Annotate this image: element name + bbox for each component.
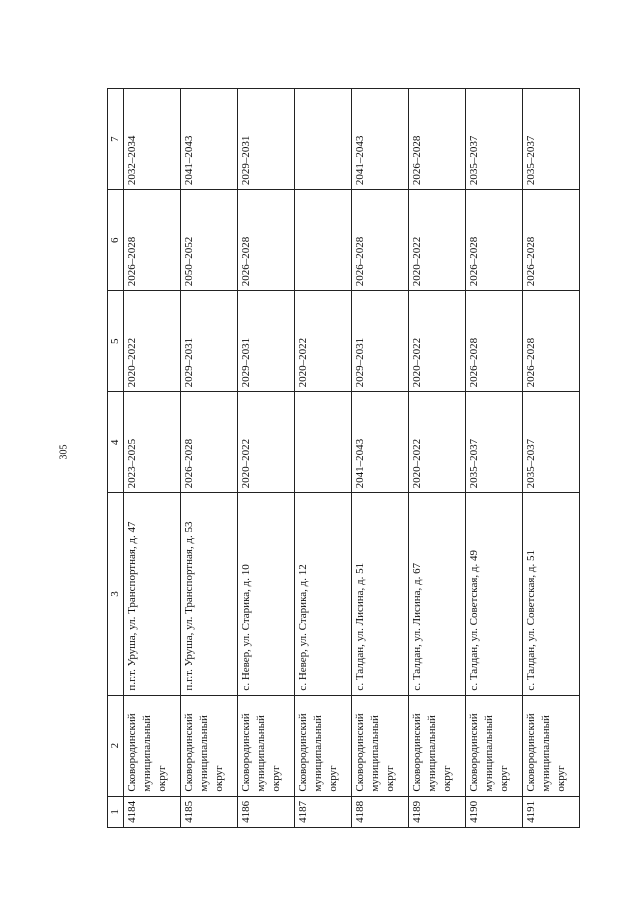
cell-id: 4184 [124, 796, 181, 827]
cell-address: п.г.т. Уруша, ул. Транспортная, д. 53 [181, 493, 238, 695]
cell-period-5: 2020–2022 [124, 291, 181, 392]
table-row [523, 89, 580, 828]
cell-period-6: 2026–2028 [124, 190, 181, 291]
cell-district: Сковородинский муниципальный округ [466, 695, 523, 796]
cell-id: 4186 [238, 796, 295, 827]
cell-period-6: 2026–2028 [466, 190, 523, 291]
cell-period-7: 2032–2034 [124, 89, 181, 190]
cell-period-7: 2029–2031 [238, 89, 295, 190]
cell-period-7: 2041–2043 [181, 89, 238, 190]
cell-period-5: 2029–2031 [181, 291, 238, 392]
cell-period-7: 2035–2037 [523, 89, 580, 190]
cell-district: Сковородинский муниципальный округ [295, 695, 352, 796]
col-header-2: 2 [108, 695, 124, 796]
cell-period-5: 2026–2028 [466, 291, 523, 392]
table-row [124, 89, 181, 828]
cell-address: с. Талдан, ул. Лисина, д. 67 [409, 493, 466, 695]
col-header-5: 5 [108, 291, 124, 392]
cell-period-4: 2041–2043 [352, 392, 409, 493]
table-row [409, 89, 466, 828]
cell-id: 4189 [409, 796, 466, 827]
cell-district: Сковородинский муниципальный округ [409, 695, 466, 796]
cell-period-7: 2026–2028 [409, 89, 466, 190]
rotated-table-container [107, 88, 582, 828]
page-number-text: 305 [58, 444, 70, 460]
cell-id: 4187 [295, 796, 352, 827]
cell-address: с. Невер, ул. Старика, д. 12 [295, 493, 352, 695]
cell-id: 4185 [181, 796, 238, 827]
cell-address: с. Талдан, ул. Лисина, д. 51 [352, 493, 409, 695]
data-table [107, 88, 580, 828]
cell-period-6: 2020–2022 [409, 190, 466, 291]
cell-period-5: 2020–2022 [295, 291, 352, 392]
cell-period-4: 2020–2022 [238, 392, 295, 493]
cell-district: Сковородинский муниципальный округ [352, 695, 409, 796]
cell-period-6 [295, 190, 352, 291]
cell-period-4: 2020–2022 [409, 392, 466, 493]
col-header-3: 3 [108, 493, 124, 695]
cell-period-6: 2050–2052 [181, 190, 238, 291]
table-row [352, 89, 409, 828]
table-row [181, 89, 238, 828]
cell-period-4: 2035–2037 [523, 392, 580, 493]
cell-period-6: 2026–2028 [238, 190, 295, 291]
cell-period-4 [295, 392, 352, 493]
cell-period-5: 2026–2028 [523, 291, 580, 392]
col-header-7: 7 [108, 89, 124, 190]
cell-id: 4190 [466, 796, 523, 827]
header-row [108, 89, 124, 828]
cell-period-4: 2026–2028 [181, 392, 238, 493]
cell-district: Сковородинский муниципальный округ [238, 695, 295, 796]
cell-district: Сковородинский муниципальный округ [181, 695, 238, 796]
table-row [466, 89, 523, 828]
cell-address: с. Талдан, ул. Советская, д. 49 [466, 493, 523, 695]
cell-period-4: 2023–2025 [124, 392, 181, 493]
cell-period-7 [295, 89, 352, 190]
table-rotator [107, 88, 582, 828]
cell-district: Сковородинский муниципальный округ [523, 695, 580, 796]
col-header-1: 1 [108, 796, 124, 827]
cell-period-4: 2035–2037 [466, 392, 523, 493]
cell-period-6: 2026–2028 [352, 190, 409, 291]
cell-address: п.г.т. Уруша, ул. Транспортная, д. 47 [124, 493, 181, 695]
cell-period-5: 2020–2022 [409, 291, 466, 392]
cell-id: 4191 [523, 796, 580, 827]
cell-id: 4188 [352, 796, 409, 827]
col-header-4: 4 [108, 392, 124, 493]
cell-period-5: 2029–2031 [238, 291, 295, 392]
cell-address: с. Невер, ул. Старика, д. 10 [238, 493, 295, 695]
cell-address: с. Талдан, ул. Советская, д. 51 [523, 493, 580, 695]
col-header-6: 6 [108, 190, 124, 291]
cell-period-5: 2029–2031 [352, 291, 409, 392]
table-row [238, 89, 295, 828]
cell-period-6: 2026–2028 [523, 190, 580, 291]
cell-period-7: 2035–2037 [466, 89, 523, 190]
table-row [295, 89, 352, 828]
cell-district: Сковородинский муниципальный округ [124, 695, 181, 796]
cell-period-7: 2041–2043 [352, 89, 409, 190]
